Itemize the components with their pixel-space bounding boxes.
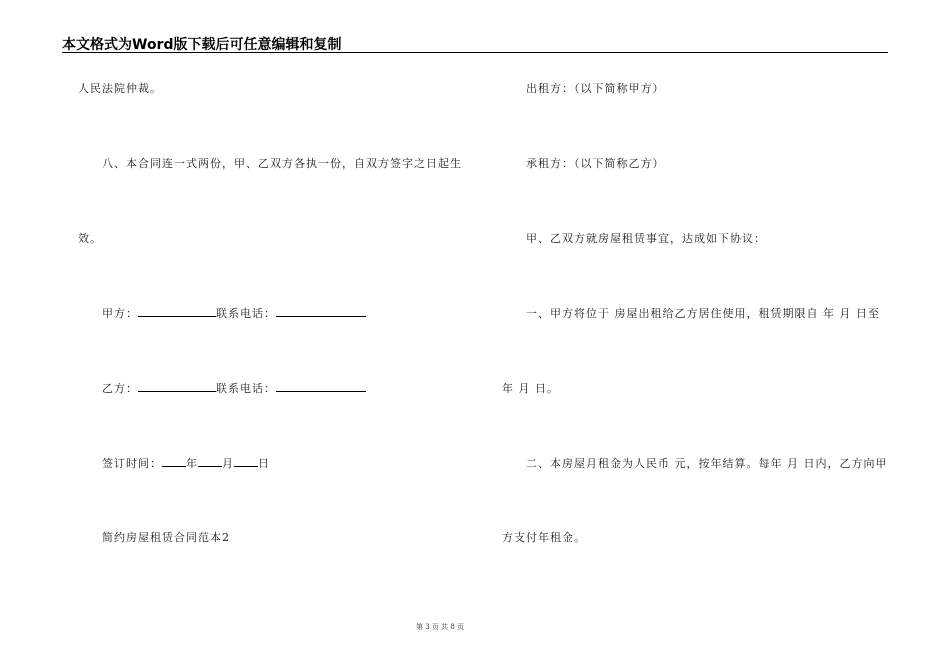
party-b-phone-blank: [276, 381, 366, 392]
party-a-phone-label: 联系电话：: [216, 307, 276, 320]
agreement-line: 甲、乙双方就房屋租赁事宜，达成如下协议：: [526, 232, 766, 245]
left-line-3: 效。: [78, 232, 102, 245]
party-b-blank: [138, 381, 216, 392]
clause-1-line-a: 一、甲方将位于 房屋出租给乙方居住使用，租赁期限自 年 月 日至: [526, 307, 880, 320]
clause-1-line-b: 年 月 日。: [502, 382, 559, 395]
clause-2-line-b: 方支付年租金。: [502, 531, 586, 544]
party-b-label: 乙方：: [102, 382, 138, 395]
party-b-line: [102, 380, 366, 396]
section-title: 简约房屋租赁合同范本2: [102, 531, 230, 544]
left-line-2: 八、本合同连一式两份，甲、乙双方各执一份，自双方签字之日起生: [102, 157, 462, 170]
lessee-line: 承租方：（以下简称乙方）: [526, 157, 665, 170]
month-blank: [198, 456, 222, 467]
sign-date-label: 签订时间：: [102, 457, 162, 470]
header-divider: [62, 52, 888, 53]
lessor-line: 出租方：（以下简称甲方）: [526, 82, 665, 95]
month-label: 月: [222, 457, 234, 470]
party-a-blank: [138, 306, 216, 317]
year-label: 年: [186, 457, 198, 470]
page-number: 第 3 页 共 8 页: [415, 623, 465, 631]
year-blank: [162, 456, 186, 467]
party-a-label: 甲方：: [102, 307, 138, 320]
day-blank: [234, 456, 258, 467]
document-header-title: 本文格式为Word版下载后可任意编辑和复制: [62, 37, 342, 53]
party-a-line: [102, 305, 366, 321]
sign-date-line: [102, 455, 270, 471]
left-line-1: 人民法院仲裁。: [78, 82, 162, 95]
party-b-phone-label: 联系电话：: [216, 382, 276, 395]
clause-2-line-a: 二、本房屋月租金为人民币 元，按年结算。每年 月 日内，乙方向甲: [526, 457, 888, 470]
day-label: 日: [258, 457, 270, 470]
party-a-phone-blank: [276, 306, 366, 317]
